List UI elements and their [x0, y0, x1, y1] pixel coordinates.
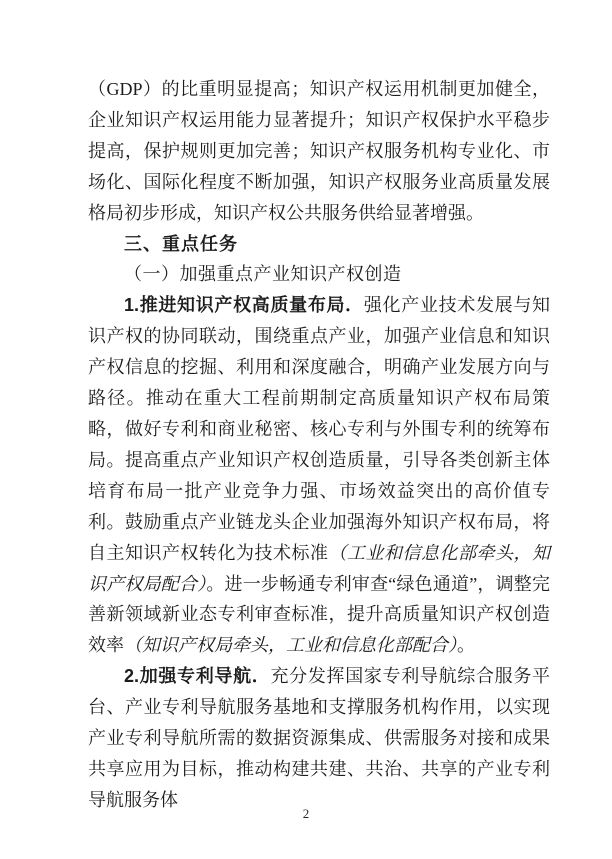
text-run: 。 [457, 635, 475, 656]
heading-sub [88, 259, 550, 290]
paragraph [88, 661, 550, 816]
text-run: （GDP）的比重明显提高；知识产权运用机制更加健全，企业知识产权运用能力显著提升；知识产权保护水平稳步提高，保护规则更加完善；知识产权服务机构专业化、市场化、国际化程度不断加强，知识产权服务业高质量发展格局初步形成，知识产权公共服务供给显著增强。 [88, 79, 550, 223]
text-run: （知识产权局牵头，工业和信息化部配合） [124, 635, 457, 656]
text-run: 强化产业技术发展与知识产权的协同联动，围绕重点产业，加强产业信息和知识产权信息的挖掘、利用和深度融合，明确产业发展方向与路径。推动在重大工程前期制定高质量知识产权布局策略，做好专利和商业秘密、核心专利与外围专利的统筹布局。提高重点产业知识产权创造质量，引导各类创新主体培育布局一批产业竞争力强、市场效益突出的高价值专利。鼓励重点产业链龙头企业加强海外知识产权布局，将自主知识产权转化为技术标准 [88, 295, 551, 563]
text-run: 。进一步畅通专利审查“绿色通道”，调整完善新领域新业态专利审查标准，提升高质量知识产权创造效率 [88, 573, 551, 656]
text-run: 2.加强专利导航． [124, 666, 271, 687]
text-run: 三、重点任务 [124, 233, 238, 254]
paragraph [88, 290, 550, 661]
text-run: 充分发挥国家专利导航综合服务平台、产业专利导航服务基地和支撑服务机构作用，以实现产业专利导航所需的数据资源集成、供需服务对接和成果共享应用为目标，推动构建共建、共治、共享的产业专利导航服务体 [88, 666, 551, 810]
paragraph [88, 74, 550, 229]
heading-section [88, 229, 550, 260]
page-number: 2 [302, 806, 310, 821]
text-run: （工业和信息化部牵头，知识产权局配合） [88, 542, 550, 594]
document-body [88, 74, 550, 816]
text-run: （一）加强重点产业知识产权创造 [124, 264, 402, 285]
text-run: 1.推进知识产权高质量布局． [124, 295, 364, 316]
